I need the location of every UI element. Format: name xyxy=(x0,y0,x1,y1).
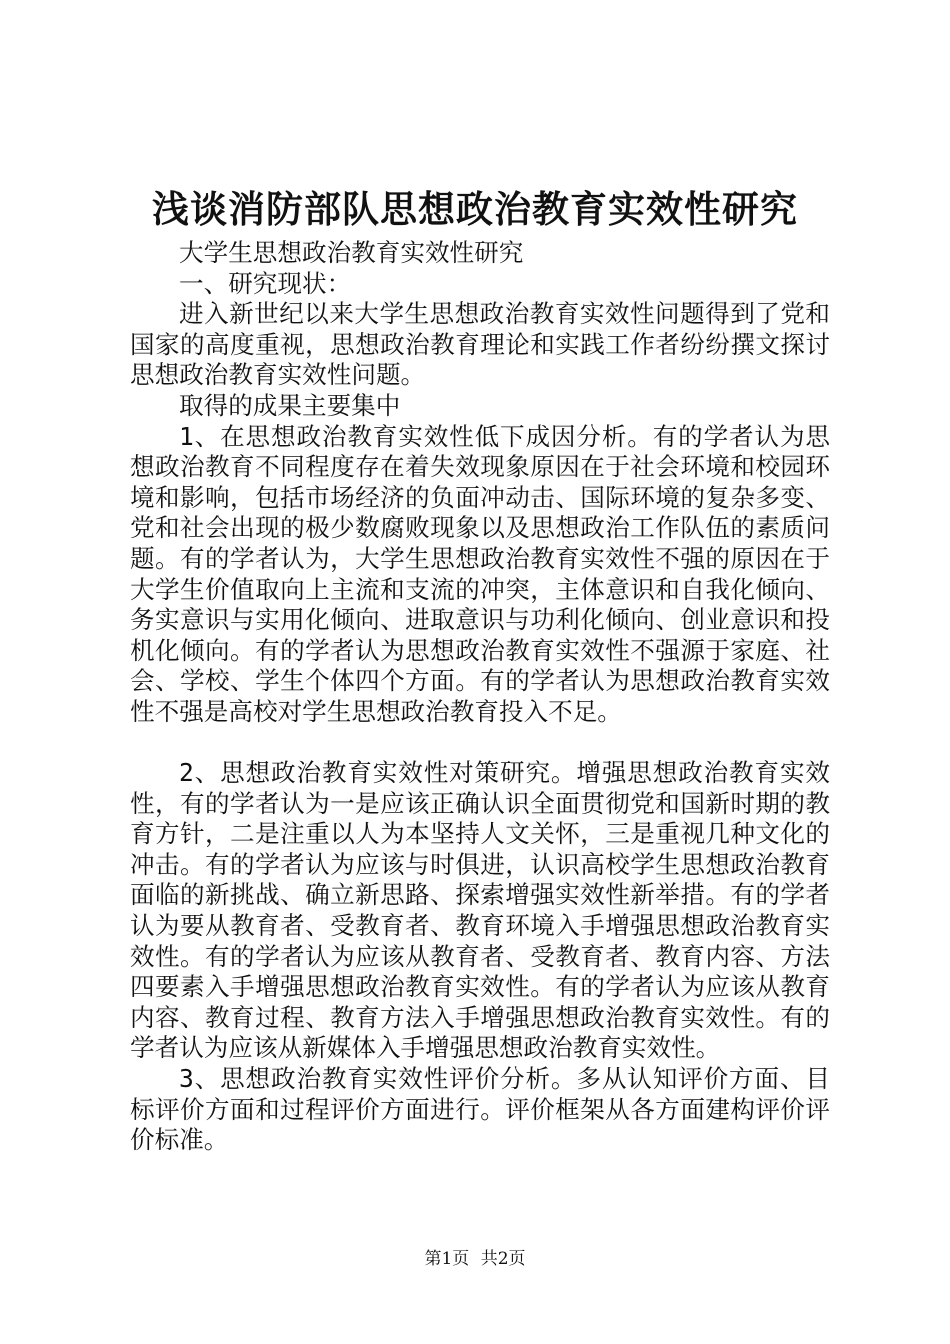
body-paragraph-3: 1、在思想政治教育实效性低下成因分析。有的学者认为思想政治教育不同程度存在着失效现象原因在于社会环境和校园环境和影响，包括市场经济的负面冲动击、国际环境的复杂多变、党和社会出现的极少数腐败现象以及思想政治工作队伍的素质问题。有的学者认为，大学生思想政治教育实效性不强的原因在于大学生价值取向上主流和支流的冲突，主体意识和自我化倾向、务实意识与实用化倾向、进取意识与功利化倾向、创业意识和投机化倾向。有的学者认为思想政治教育实效性不强源于家庭、社会、学校、学生个体四个方面。有的学者认为思想政治教育实效性不强是高校对学生思想政治教育投入不足。 xyxy=(130,421,830,726)
paragraph-spacer xyxy=(130,728,830,759)
page-footer xyxy=(0,1244,950,1269)
body-paragraph-1: 进入新世纪以来大学生思想政治教育实效性问题得到了党和国家的高度重视，思想政治教育理论和实践工作者纷纷撰文探讨思想政治教育实效性问题。 xyxy=(130,299,830,390)
body-paragraph-2: 取得的成果主要集中 xyxy=(179,390,401,420)
document-body xyxy=(130,238,830,1156)
section-heading: 一、研究现状： xyxy=(179,268,352,298)
page-number: 第1页 xyxy=(424,1249,470,1269)
subtitle-paragraph: 大学生思想政治教育实效性研究 xyxy=(179,238,524,267)
page-total: 共2页 xyxy=(480,1249,526,1269)
body-paragraph-5: 3、思想政治教育实效性评价分析。多从认知评价方面、目标评价方面和过程评价方面进行。评价框架从各方面建构评价评价标准。 xyxy=(130,1064,830,1155)
document-title: 浅谈消防部队思想政治教育实效性研究 xyxy=(152,187,798,231)
body-paragraph-4: 2、思想政治教育实效性对策研究。增强思想政治教育实效性，有的学者认为一是应该正确认识全面贯彻党和国新时期的教育方针，二是注重以人为本坚持人文关怀，三是重视几种文化的冲击。有的学者认为应该与时俱进，认识高校学生思想政治教育面临的新挑战、确立新思路、探索增强实效性新举措。有的学者认为要从教育者、受教育者、教育环境入手增强思想政治教育实效性。有的学者认为应该从教育者、受教育者、教育内容、方法四要素入手增强思想政治教育实效性。有的学者认为应该从教育内容、教育过程、教育方法入手增强思想政治教育实效性。有的学者认为应该从新媒体入手增强思想政治教育实效性。 xyxy=(130,758,830,1063)
